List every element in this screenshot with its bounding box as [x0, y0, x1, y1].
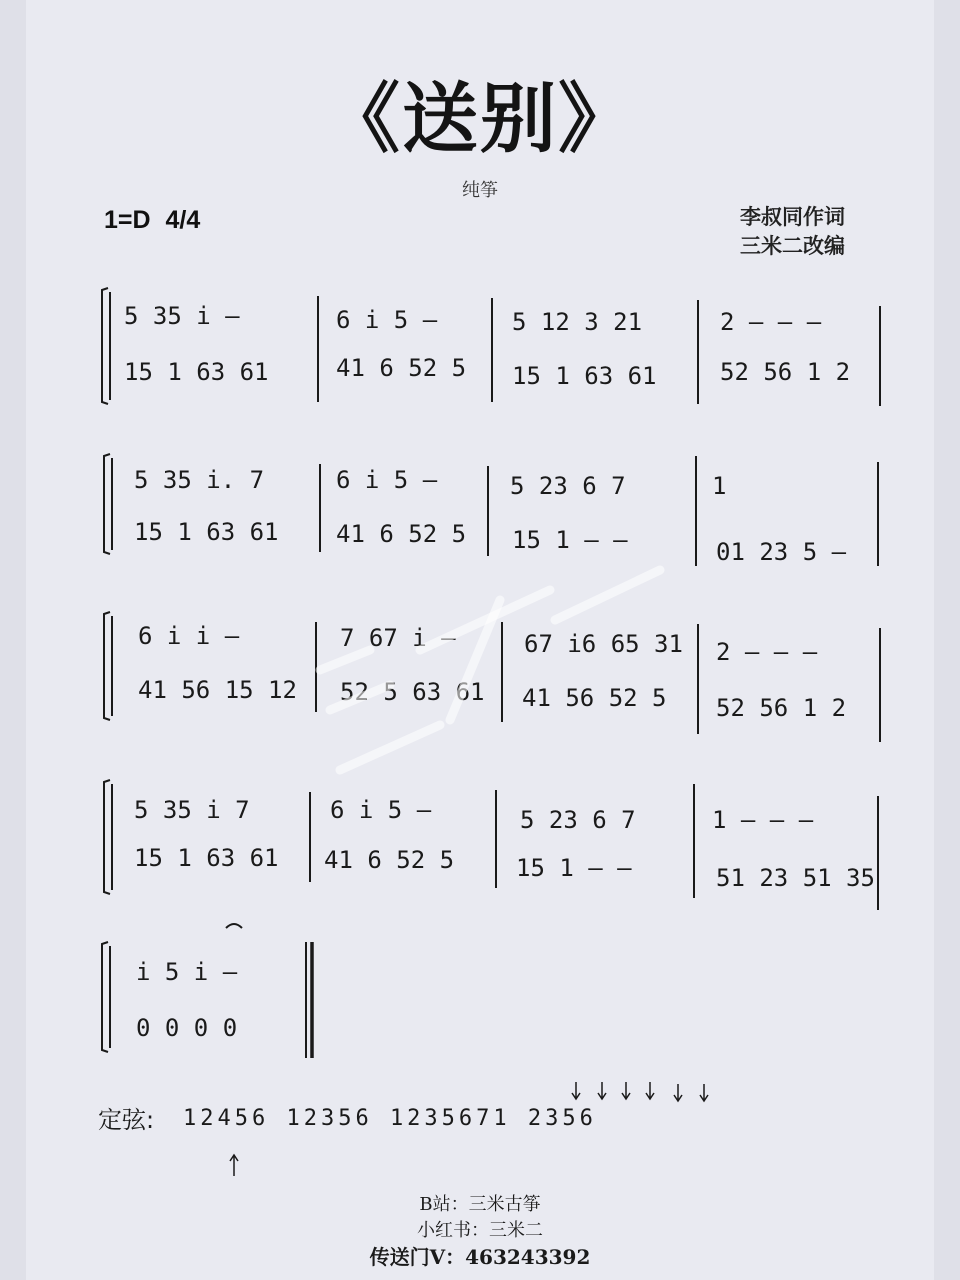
system-bracket	[102, 942, 108, 1052]
xiaohongshu-handle: 小红书：三米二	[417, 1220, 543, 1241]
down-arrow-icon	[646, 1082, 654, 1099]
down-arrow-icon	[622, 1082, 630, 1099]
down-arrow-icon	[700, 1084, 708, 1101]
measure-upper: 1	[712, 472, 727, 500]
measure-lower: 15 1 63 61	[134, 518, 279, 546]
measure-lower: 15 1 63 61	[124, 358, 269, 386]
measure-lower: 41 6 52 5	[336, 354, 467, 382]
measure-lower: 41 56 15 12	[138, 676, 297, 704]
measure-upper: i 5 i –	[136, 958, 238, 986]
measure-upper: 2 – – –	[720, 308, 822, 336]
measure-lower: 15 1 – –	[516, 854, 632, 882]
measure-upper: 67 i6 65 31	[524, 630, 683, 658]
measure-lower: 51 23 51 35	[716, 864, 875, 892]
measure-lower: 41 56 52 5	[522, 684, 667, 712]
measure-upper: 5 35 i –	[124, 302, 240, 330]
measure-lower: 15 1 63 61	[134, 844, 279, 872]
footer	[0, 1192, 960, 1270]
watermark	[300, 560, 680, 820]
system-bracket	[102, 288, 108, 404]
measure-upper: 5 23 6 7	[520, 806, 636, 834]
down-arrow-icon	[598, 1082, 606, 1099]
fermata	[226, 924, 242, 928]
measure-upper: 6 i 5 –	[336, 306, 438, 334]
down-arrow-icon	[572, 1082, 580, 1099]
lyricist-credit: 李叔同作词	[740, 205, 845, 229]
measure-lower: 01 23 5 –	[716, 538, 847, 566]
measure-lower: 15 1 63 61	[512, 362, 657, 390]
measure-lower: 41 6 52 5	[336, 520, 467, 548]
system-bracket	[104, 612, 110, 720]
measure-lower: 52 56 1 2	[716, 694, 847, 722]
measure-lower: 52 5 63 61	[340, 678, 485, 706]
bilibili-handle: B站：三米古筝	[419, 1194, 541, 1215]
arranger-credit: 三米二改编	[740, 234, 845, 258]
measure-upper: 5 35 i. 7	[134, 466, 265, 494]
key-signature: 1=D 4/4	[104, 206, 201, 234]
contact-id: 传送门V：463243392	[369, 1245, 591, 1269]
measure-upper: 6 i 5 –	[330, 796, 432, 824]
measure-upper: 1 – – –	[712, 806, 814, 834]
measure-lower: 41 6 52 5	[324, 846, 455, 874]
page-title: 《送别》	[324, 74, 636, 163]
tuning-notes: 12456 12356 1235671 2356	[183, 1106, 597, 1131]
up-arrow-icon	[230, 1155, 238, 1176]
measure-upper: 6 i i –	[138, 622, 240, 650]
measure-upper: 7 67 i –	[340, 624, 456, 652]
measure-lower: 0 0 0 0	[136, 1014, 238, 1042]
page-subtitle: 纯筝	[462, 180, 498, 201]
measure-upper: 2 – – –	[716, 638, 818, 666]
measure-upper: 5 35 i 7	[134, 796, 250, 824]
measure-lower: 15 1 – –	[512, 526, 628, 554]
system-bracket	[104, 454, 110, 554]
measure-upper: 5 12 3 21	[512, 308, 643, 336]
tuning-label: 定弦:	[98, 1106, 155, 1134]
measure-upper: 6 i 5 –	[336, 466, 438, 494]
system-bracket	[104, 780, 110, 894]
measure-lower: 52 56 1 2	[720, 358, 851, 386]
down-arrow-icon	[674, 1084, 682, 1101]
measure-upper: 5 23 6 7	[510, 472, 626, 500]
